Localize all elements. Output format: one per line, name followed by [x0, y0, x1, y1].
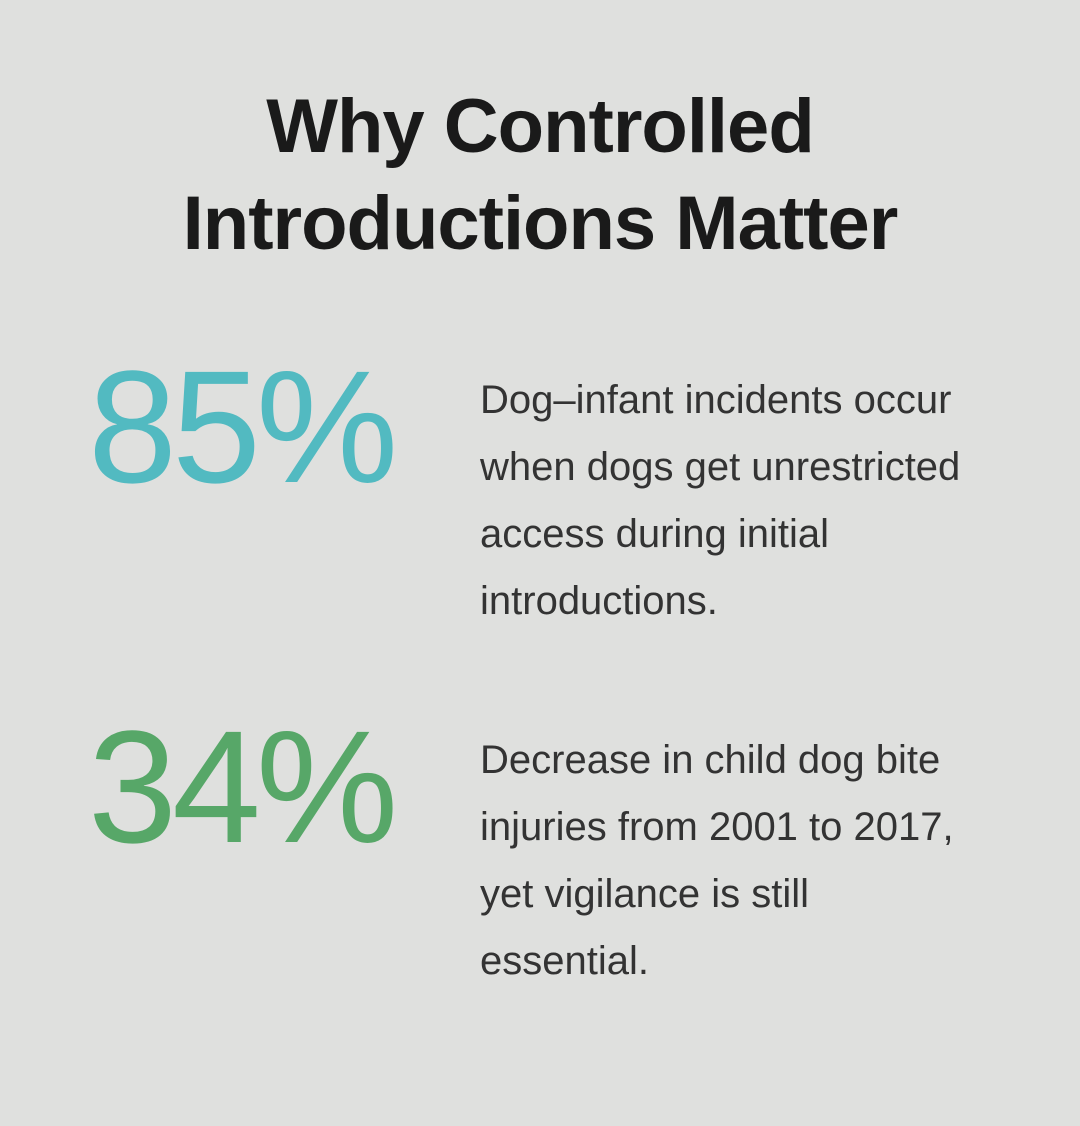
stat-value-85-percent: 85% — [88, 337, 394, 516]
stats-list — [88, 337, 1080, 995]
stat-row-dog-infant-incidents — [88, 337, 1080, 635]
stat-value-34-percent: 34% — [88, 697, 394, 876]
page-title-line-1: Why Controlled — [266, 84, 814, 169]
stat-description-bite-injury-decrease: Decrease in child dog bite injuries from 2001 to 2017, yet vigilance is still essential. — [480, 738, 954, 983]
stat-row-bite-injury-decrease — [88, 697, 1080, 995]
page-title — [0, 78, 1080, 272]
page-title-line-2: Introductions Matter — [182, 181, 898, 266]
stat-description-dog-infant-incidents: Dog–infant incidents occur when dogs get unrestricted access during initial introductions. — [480, 378, 961, 623]
